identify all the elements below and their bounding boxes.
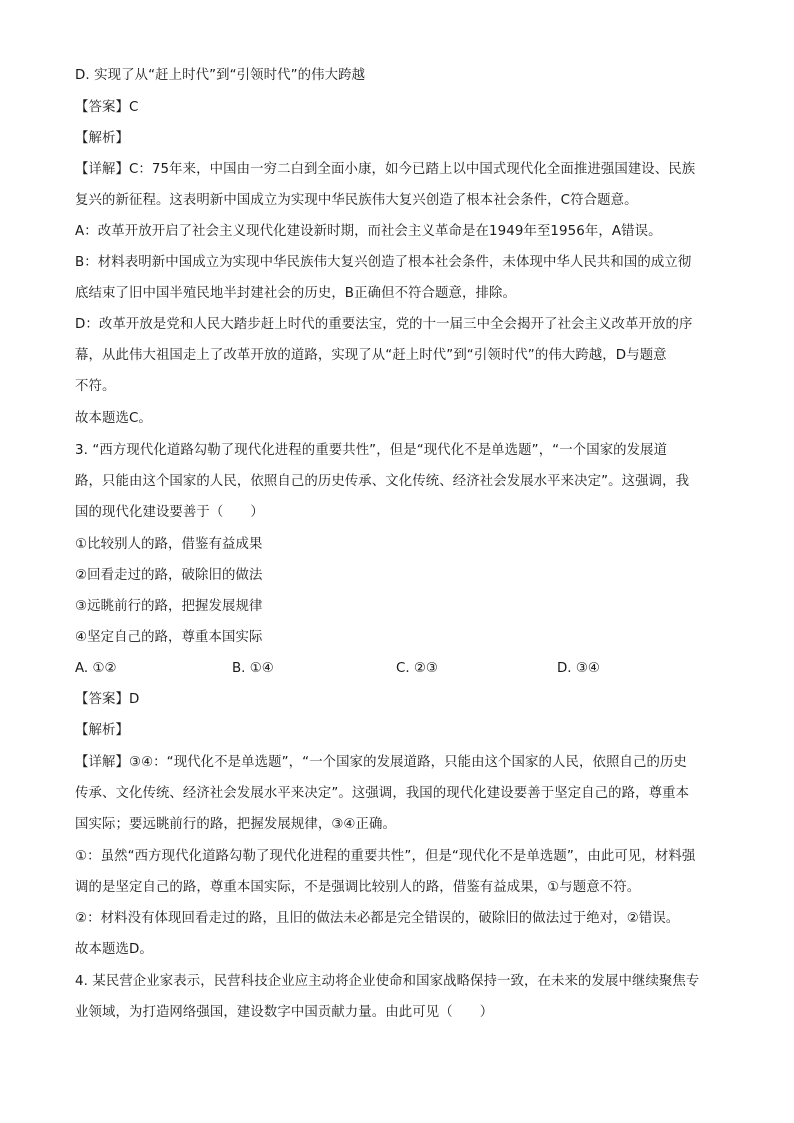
q3-detail-line: 传承、文化传统、经济社会发展水平来决定”。这强调，我国的现代化建设要善于坚定自己的路，尊重本 — [75, 786, 690, 801]
q3-option-d: D. ③④ — [557, 661, 600, 676]
q3-answer: 【答案】D — [75, 692, 140, 707]
q3-statement: ④坚定自己的路，尊重本国实际 — [75, 630, 263, 645]
q2-detail-line: D：改革开放是党和人民大踏步赶上时代的重要法宝，党的十一届三中全会揭开了社会主义改革开放的序 — [75, 317, 693, 332]
q2-detail-line: 复兴的新征程。这表明新中国成立为实现中华民族伟大复兴创造了根本社会条件，C符合题意。 — [75, 193, 638, 208]
q2-detail-line: 不符。 — [75, 379, 116, 394]
q3-detail-line: ①：虽然“西方现代化道路勾勒了现代化进程的重要共性”，但是“现代化不是单选题”，由此可见，材料强 — [75, 849, 696, 864]
q3-stem-line: 国的现代化建设要善于（ ） — [75, 505, 264, 520]
q3-option-a: A. ①② — [75, 661, 117, 676]
q3-detail-line: 调的是坚定自己的路，尊重本国实际，不是强调比较别人的路，借鉴有益成果，①与题意不符。 — [75, 880, 641, 895]
q3-detail-line: 【详解】③④：“现代化不是单选题”，“一个国家的发展道路，只能由这个国家的人民，依照自己的历史 — [75, 755, 687, 770]
q3-statement: ③远眺前行的路，把握发展规律 — [75, 599, 263, 614]
q2-answer: 【答案】C — [75, 100, 139, 115]
q3-conclusion: 故本题选D。 — [75, 942, 153, 957]
q3-statement: ②回看走过的路，破除旧的做法 — [75, 568, 263, 583]
q4-stem-line: 4. 某民营企业家表示，民营科技企业应主动将企业使命和国家战略保持一致，在未来的发展中继续聚焦专 — [75, 974, 700, 989]
q3-detail-line: ②：材料没有体现回看走过的路，且旧的做法未必都是完全错误的，破除旧的做法过于绝对，②错误。 — [75, 911, 680, 926]
q2-detail-line: 【详解】C：75年来，中国由一穷二白到全面小康，如今已踏上以中国式现代化全面推进强国建设、民族 — [75, 162, 696, 177]
q3-option-c: C. ②③ — [396, 661, 438, 676]
q2-conclusion: 故本题选C。 — [75, 411, 152, 426]
q3-stem-line: 3. “西方现代化道路勾勒了现代化进程的重要共性”，但是“现代化不是单选题”，“一个国家的发展道 — [75, 443, 668, 458]
q2-detail-line: 幕，从此伟大祖国走上了改革开放的道路，实现了从“赶上时代”到“引领时代”的伟大跨越，D与题意 — [75, 348, 667, 363]
q3-stem-line: 路，只能由这个国家的人民，依照自己的历史传承、文化传统、经济社会发展水平来决定”。这强调，我 — [75, 474, 690, 489]
q2-detail-line: 底结束了旧中国半殖民地半封建社会的历史，B正确但不符合题意，排除。 — [75, 286, 516, 301]
q4-stem-line: 业领域，为打造网络强国，建设数字中国贡献力量。由此可见（ ） — [75, 1005, 494, 1020]
q3-analysis-label: 【解析】 — [75, 723, 129, 738]
q2-option-d: D. 实现了从“赶上时代”到“引领时代”的伟大跨越 — [75, 68, 366, 83]
q2-detail-line: A：改革开放开启了社会主义现代化建设新时期，而社会主义革命是在1949年至1956年，A错误。 — [75, 224, 662, 239]
q3-option-b: B. ①④ — [232, 661, 274, 676]
q2-detail-line: B：材料表明新中国成立为实现中华民族伟大复兴创造了根本社会条件，未体现中华人民共和国的成立彻 — [75, 255, 692, 270]
q2-analysis-label: 【解析】 — [75, 131, 129, 146]
q3-statement: ①比较别人的路，借鉴有益成果 — [75, 537, 263, 552]
q3-detail-line: 国实际；要远眺前行的路，把握发展规律，③④正确。 — [75, 817, 397, 832]
